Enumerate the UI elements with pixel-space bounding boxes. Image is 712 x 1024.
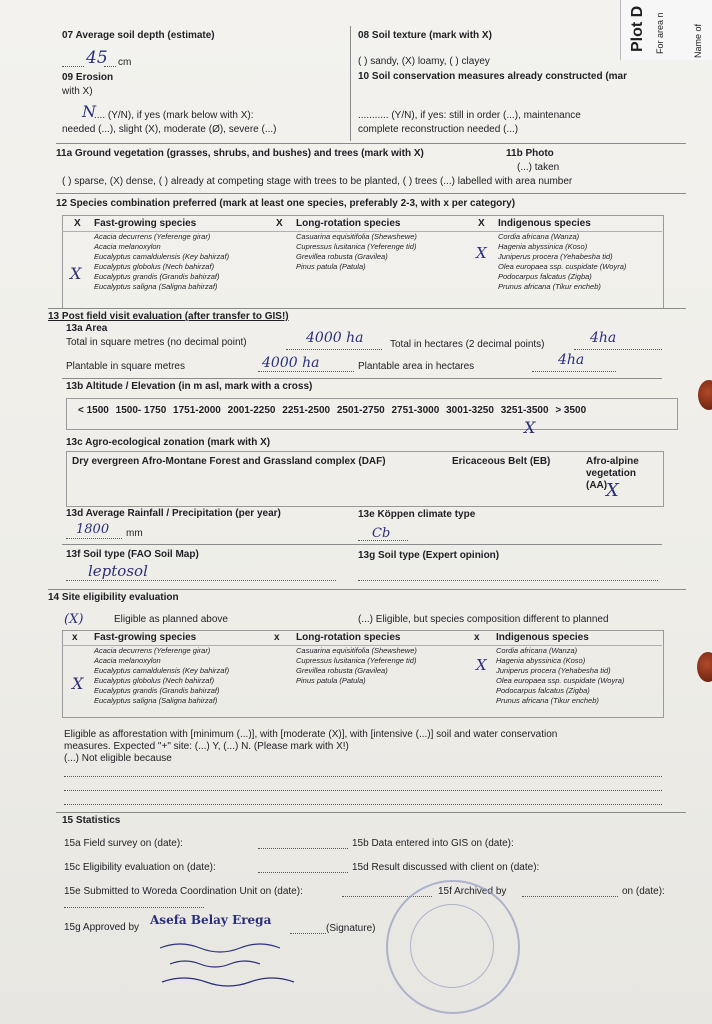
s12-fast-list bbox=[94, 232, 229, 292]
s13a-total-sqm-value: 4000 ha bbox=[306, 330, 364, 346]
list-item: Acacia decurrens (Yeferenge girar) bbox=[94, 646, 211, 655]
s13g-label: 13g Soil type (Expert opinion) bbox=[358, 550, 500, 561]
altitude-option: < 1500 bbox=[78, 405, 109, 416]
s15g-signature-label: (Signature) bbox=[326, 923, 376, 934]
list-item: Grevillea robusta (Gravilea) bbox=[296, 666, 388, 675]
side-tab-subtitle: For area n bbox=[655, 12, 665, 54]
list-item: Juniperus procera (Yehabesha tid) bbox=[498, 252, 613, 261]
altitude-option: 1751-2000 bbox=[173, 405, 221, 416]
s15f-label: 15f Archived by bbox=[438, 886, 507, 897]
s13e-label: 13e Köppen climate type bbox=[358, 509, 476, 520]
s12-indig-list bbox=[498, 232, 626, 292]
s11b-taken: (...) taken bbox=[517, 162, 560, 173]
altitude-option: 2251-2500 bbox=[282, 405, 331, 416]
s12-label: 12 Species combination preferred (mark at least one species, preferably 2-3, with x per category) bbox=[56, 198, 516, 209]
s13c-option-aa: Afro-alpine vegetation (AA) bbox=[586, 456, 639, 491]
s14-label: 14 Site eligibility evaluation bbox=[48, 592, 179, 603]
altitude-option: 2751-3000 bbox=[391, 405, 440, 416]
s14-not-eligible: (...) Not eligible because bbox=[64, 753, 172, 764]
s10-label: 10 Soil conservation measures already constructed (mar bbox=[358, 71, 627, 82]
list-item: Cordia africana (Wanza) bbox=[496, 646, 578, 655]
altitude-option: 2001-2250 bbox=[227, 405, 276, 416]
s13a-total-ha-label: Total in hectares (2 decimal points) bbox=[390, 339, 545, 350]
s14-col-fast: Fast-growing species bbox=[94, 632, 197, 643]
s12-long-list bbox=[296, 232, 417, 272]
s13b-altitude-mark: X bbox=[524, 418, 536, 437]
list-item: Eucalyptus grandis (Grandis bahirzaf) bbox=[94, 686, 220, 695]
s14-col-indig: Indigenous species bbox=[496, 632, 589, 643]
list-item: Juniperus procera (Yehabesha tid) bbox=[496, 666, 611, 675]
side-tab-name-label: Name of bbox=[693, 23, 703, 58]
s14-affor-line1: Eligible as afforestation with [minimum (...)], with [moderate (X)], with [intensive (...)] soil and water conservation bbox=[64, 729, 558, 740]
s12-mark-eucalyptus-globolus: X bbox=[70, 264, 82, 283]
s13a-plant-ha-value: 4ha bbox=[558, 352, 585, 368]
s12-x-header-indig: X bbox=[478, 218, 485, 229]
s13d-value: 1800 bbox=[76, 522, 110, 537]
s09-label2: with X) bbox=[62, 86, 93, 97]
s14-affor-line2: measures. Expected "+" site: (...) Y, (...) N. (Please mark with X!) bbox=[64, 741, 349, 752]
list-item: Olea europaea ssp. cuspidate (Woyra) bbox=[496, 676, 625, 685]
s07-label: 07 Average soil depth (estimate) bbox=[62, 30, 215, 41]
list-item: Eucalyptus globolus (Nech bahirzaf) bbox=[94, 262, 215, 271]
s15g-approver-stamp: Asefa Belay Erega bbox=[150, 913, 272, 927]
list-item: Prunus africana (Tikur encheb) bbox=[496, 696, 599, 705]
s14-opt1-mark: (X) bbox=[64, 612, 84, 627]
list-item: Acacia melanoxylon bbox=[94, 656, 161, 665]
s13a-label: 13a Area bbox=[66, 323, 108, 334]
s13a-plant-sqm-label: Plantable in square metres bbox=[66, 361, 185, 372]
s13b-label: 13b Altitude / Elevation (in m asl, mark with a cross) bbox=[66, 381, 313, 392]
s14-mark-hagenia: X bbox=[476, 656, 487, 674]
list-item: Eucalyptus camaldulensis (Key bahirzaf) bbox=[94, 666, 230, 675]
s13c-agro-mark: X bbox=[606, 480, 619, 501]
s14-x-header-indig: x bbox=[474, 632, 480, 643]
s12-col-long: Long-rotation species bbox=[296, 218, 401, 229]
s12-x-header-long: X bbox=[276, 218, 283, 229]
s13d-label: 13d Average Rainfall / Precipitation (per year) bbox=[66, 508, 281, 519]
s09-line1: .... (Y/N), if yes (mark below with X): bbox=[94, 110, 254, 121]
s14-indig-list bbox=[496, 646, 624, 706]
list-item: Prunus africana (Tikur encheb) bbox=[498, 282, 601, 291]
list-item: Grevillea robusta (Gravilea) bbox=[296, 252, 388, 261]
s13f-label: 13f Soil type (FAO Soil Map) bbox=[66, 549, 199, 560]
s11b-label: 11b Photo bbox=[506, 148, 554, 159]
s14-opt2: (...) Eligible, but species composition different to planned bbox=[358, 614, 609, 625]
s13c-option-eb: Ericaceous Belt (EB) bbox=[452, 456, 551, 467]
list-item: Pinus patula (Patula) bbox=[296, 676, 366, 685]
s13-label: 13 Post field visit evaluation (after transfer to GIS!) bbox=[48, 311, 289, 322]
list-item: Eucalyptus globolus (Nech bahirzaf) bbox=[94, 676, 215, 685]
s14-x-header-fast: x bbox=[72, 632, 78, 643]
list-item: Podocarpus falcatus (Zigba) bbox=[498, 272, 592, 281]
punch-hole bbox=[697, 652, 712, 682]
s14-x-header-long: x bbox=[274, 632, 280, 643]
s07-value: 45 bbox=[86, 48, 108, 68]
punch-hole bbox=[698, 380, 712, 410]
s07-unit: cm bbox=[118, 57, 132, 68]
s13a-total-sqm-label: Total in square metres (no decimal point) bbox=[66, 337, 247, 348]
s15-label: 15 Statistics bbox=[62, 815, 121, 826]
s13a-plant-ha-label: Plantable area in hectares bbox=[358, 361, 475, 372]
list-item: Hagenia abyssinica (Koso) bbox=[496, 656, 586, 665]
list-item: Hagenia abyssinica (Koso) bbox=[498, 242, 588, 251]
s13a-plant-sqm-value: 4000 ha bbox=[262, 355, 320, 371]
altitude-option: 3001-3250 bbox=[446, 405, 494, 416]
s13f-value: leptosol bbox=[88, 562, 148, 580]
s10-line2: complete reconstruction needed (...) bbox=[358, 124, 519, 135]
s15f-end: on (date): bbox=[622, 886, 665, 897]
s13b-altitude-options bbox=[78, 405, 590, 416]
s14-mark-eucalyptus-globolus: X bbox=[72, 674, 84, 693]
s12-mark-hagenia: X bbox=[476, 244, 487, 262]
s09-answer: N bbox=[82, 102, 96, 121]
s13d-unit: mm bbox=[126, 528, 143, 539]
official-seal bbox=[386, 880, 520, 1014]
list-item: Eucalyptus saligna (Saligna bahirzaf) bbox=[94, 696, 218, 705]
s14-opt1: Eligible as planned above bbox=[114, 614, 228, 625]
list-item: Eucalyptus grandis (Grandis bahirzaf) bbox=[94, 272, 220, 281]
list-item: Eucalyptus camaldulensis (Key bahirzaf) bbox=[94, 252, 230, 261]
s11a-label: 11a Ground vegetation (grasses, shrubs, and bushes) and trees (mark with X) bbox=[56, 148, 424, 159]
s12-col-indig: Indigenous species bbox=[498, 218, 591, 229]
s15a-label: 15a Field survey on (date): bbox=[64, 838, 183, 849]
side-tab bbox=[620, 0, 712, 60]
s14-long-list bbox=[296, 646, 417, 686]
list-item: Olea europaea ssp. cuspidate (Woyra) bbox=[498, 262, 627, 271]
s14-fast-list bbox=[94, 646, 229, 706]
s10-line1: ........... (Y/N), if yes: still in order (...), maintenance bbox=[358, 110, 581, 121]
altitude-option: 3251-3500 bbox=[500, 405, 549, 416]
altitude-option: 2501-2750 bbox=[336, 405, 385, 416]
s08-options: ( ) sandy, (X) loamy, ( ) clayey bbox=[358, 56, 490, 67]
s12-col-fast: Fast-growing species bbox=[94, 218, 197, 229]
list-item: Casuarina equisitifolia (Shewshewe) bbox=[296, 232, 417, 241]
list-item: Cupressus lusitanica (Yeferenge tid) bbox=[296, 242, 417, 251]
s09-label: 09 Erosion bbox=[62, 72, 114, 83]
s14-col-long: Long-rotation species bbox=[296, 632, 401, 643]
list-item: Podocarpus falcatus (Zigba) bbox=[496, 686, 590, 695]
list-item: Acacia decurrens (Yeferenge girar) bbox=[94, 232, 211, 241]
s13e-value: Cb bbox=[372, 526, 391, 541]
s15b-label: 15b Data entered into GIS on (date): bbox=[352, 838, 514, 849]
s13c-label: 13c Agro-ecological zonation (mark with X) bbox=[66, 437, 271, 448]
s15e-label: 15e Submitted to Woreda Coordination Unit on (date): bbox=[64, 886, 303, 897]
s12-x-header-fast: X bbox=[74, 218, 81, 229]
s11a-options: ( ) sparse, (X) dense, ( ) already at competing stage with trees to be planted, ( ) trees (...) labelled with area number bbox=[62, 176, 573, 187]
list-item: Casuarina equisitifolia (Shewshewe) bbox=[296, 646, 417, 655]
s15d-label: 15d Result discussed with client on (date): bbox=[352, 862, 540, 873]
s13c-option-daf: Dry evergreen Afro-Montane Forest and Grassland complex (DAF) bbox=[72, 456, 386, 467]
list-item: Eucalyptus saligna (Saligna bahirzaf) bbox=[94, 282, 218, 291]
list-item: Pinus patula (Patula) bbox=[296, 262, 366, 271]
altitude-option: > 3500 bbox=[555, 405, 587, 416]
list-item: Cordia africana (Wanza) bbox=[498, 232, 580, 241]
s08-label: 08 Soil texture (mark with X) bbox=[358, 30, 492, 41]
amharic-handwriting-stamp bbox=[150, 938, 350, 998]
s15g-label: 15g Approved by bbox=[64, 922, 140, 933]
list-item: Cupressus lusitanica (Yeferenge tid) bbox=[296, 656, 417, 665]
list-item: Acacia melanoxylon bbox=[94, 242, 161, 251]
s15c-label: 15c Eligibility evaluation on (date): bbox=[64, 862, 216, 873]
side-tab-title: Plot D bbox=[629, 5, 646, 52]
s13a-total-ha-value: 4ha bbox=[590, 330, 617, 346]
altitude-option: 1500- 1750 bbox=[115, 405, 167, 416]
s09-line2: needed (...), slight (X), moderate (Ø), severe (...) bbox=[62, 124, 277, 135]
